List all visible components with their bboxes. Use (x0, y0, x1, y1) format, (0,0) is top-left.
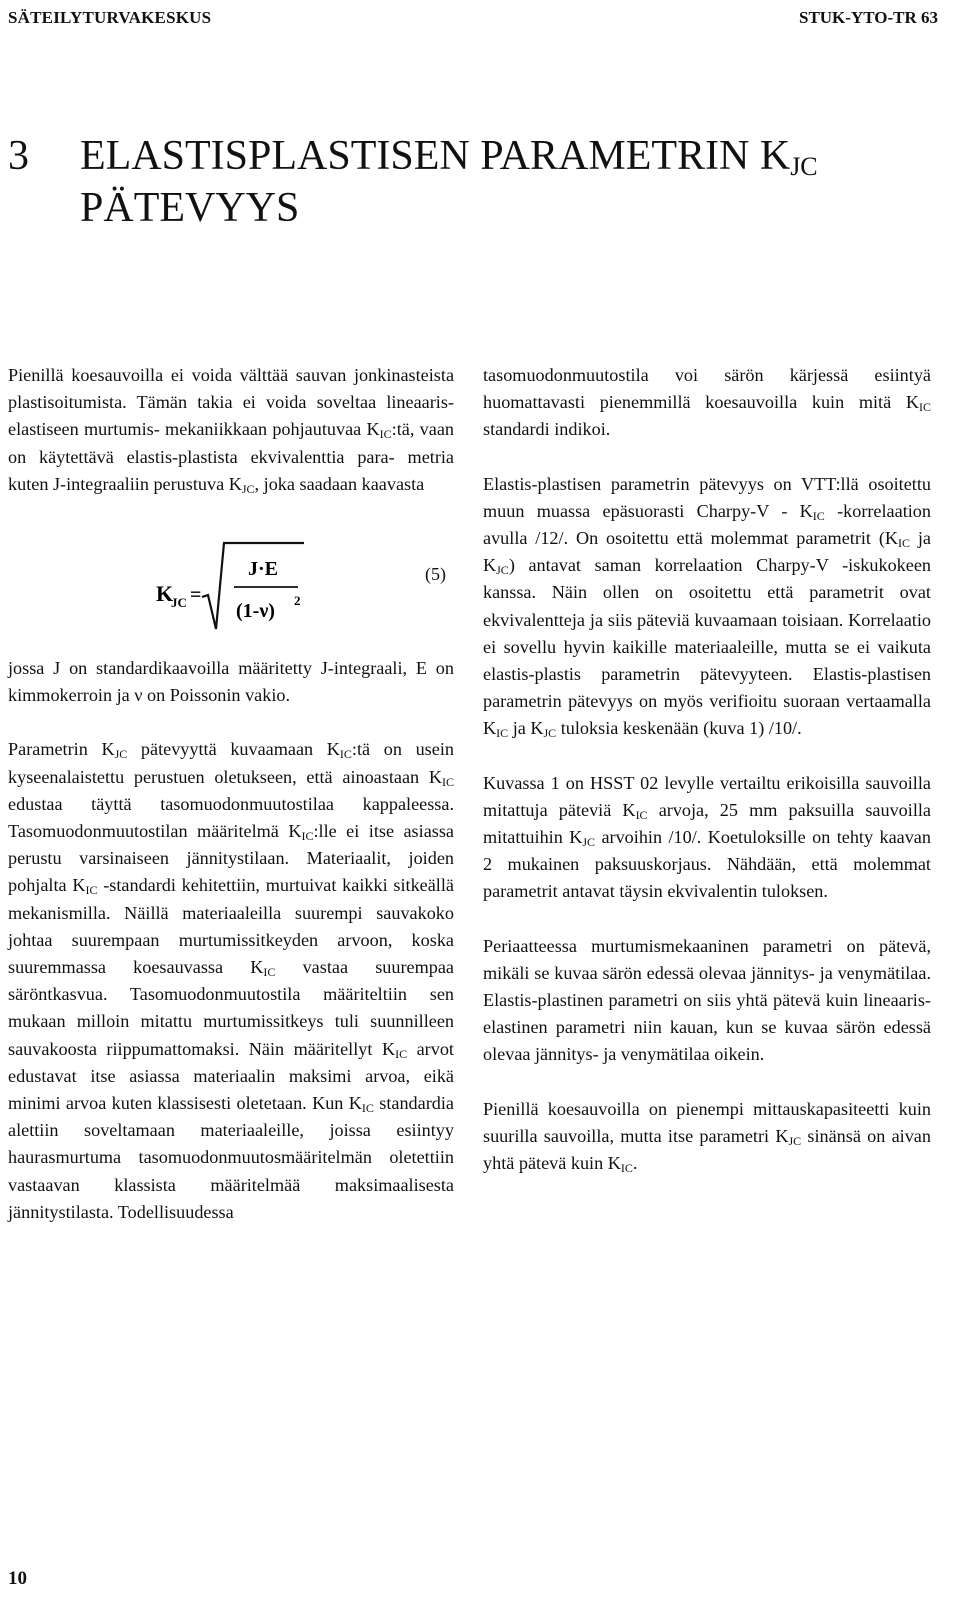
formula-graphic (8, 525, 454, 649)
paragraph-continuation: tasomuodonmuutostila voi särön kärjessä esiintyä huomattavasti pienemmillä koesauvoilla kuin mitä $K_{IC}$ standardi indikoi. (483, 365, 931, 440)
formula-exponent: 2 (294, 593, 301, 609)
paragraph-figure-reference: Kuvassa 1 on HSST 02 levylle vertailtu erikoisilla sauvoilla mitattuja päteviä $K_{IC}$ arvoja, 25 mm paksuilla sauvoilla mitattuihin $K_{JC}$ arvoihin /10/. Koetuloksille on tehty kaavan 2 mukainen paksuuskorjaus. Nähdään, että molemmat parametrit antavat täysin ekvivalentin tuloksen. (483, 772, 932, 902)
formula-lhs: K (156, 581, 174, 607)
paragraph-definitions: jossa J on standardikaavoilla määritetty J-integraali, E on kimmokerroin ja ν on Poissonin vakio. (8, 658, 454, 706)
formula-denominator: (1-ν) (236, 600, 275, 623)
formula-equals: = (190, 584, 202, 607)
paragraph-validity: Parametrin $K_{JC}$ pätevyyttä kuvaamaan $K_{IC}:tä$ on usein kyseenalaistettu perustuen oletukseen, että ainoastaan $K_{IC}$ edustaa täyttä tasomuodonmuutostilaa kappaleessa. Tasomuodonmuutostilan määritelmä $K_{IC}:lle$ ei itse asiassa perustu varsinaiseen jännitystilaan. Materiaalit, joiden pohjalta $K_{IC}$ -standardi kehitettiin, murtuivat kaikki sitkeällä mekanismilla. Näillä materiaaleilla suurempi sauvakoko johtaa suurempaan murtumissitkeyden arvoon, koska suuremmassa koesauvassa $K_{IC}$ vastaa suurempaa säröntkasvua. Tasomuodonmuutostila määriteltiin sen mukaan milloin mitattu murtumissitkeys tuli suunnilleen sauvakoosta riippumattomaksi. Näin määritellyt $K_{IC}$ arvot edustavat itse asiassa materiaalin maksimi arvoa, eikä minimi arvoa kuten klassisesti oletetaan. Kun $K_{IC}$ standardia alettiin soveltamaan materiaaleille, joissa esiintyy haurasmurtuma tasomuodonmuutosmääritelmän oletettiin vastaavan klassista määritelmää maksimaalisesta jännitystilasta. Todellisuudessa (8, 739, 454, 1222)
section-title-subscript: JC (790, 152, 818, 181)
paragraph-principle: Periaatteessa murtumismekaaninen parametri on pätevä, mikäli se kuvaa särön edessä olevaa jännitys- ja venymätilaa. Elastis-plastinen parametri on siis yhtä pätevä kuin lineaaris-elastinen parametri niin kauan, kun se kuvaa särön edessä olevaa jännitys- ja venymätilaa oikein. (483, 935, 931, 1065)
header-organization: SÄTEILYTURVAKESKUS (8, 8, 212, 27)
formula-numerator: J·E (248, 558, 279, 581)
left-column (8, 362, 454, 1226)
section-title-line2: PÄTEVYYS (80, 185, 300, 231)
formula-lhs-subscript: JC (171, 595, 187, 611)
formula-kjc (8, 525, 454, 649)
paragraph-intro: Pienillä koesauvoilla ei voida välttää sauvan jonkinasteista plastisoitumista. Tämän takia ei voida soveltaa lineaaris-elastiseen murtumis- mekaniikkaan pohjautuvaa $K_{IC}:tä$, vaan on käytettävä elastis-plastista ekvivalenttia para- metria kuten J-integraaliin perustuva $K_{JC}$, joka saadaan kaavasta (8, 365, 455, 496)
paragraph-vtt-verification: Elastis-plastisen parametrin pätevyys on VTT:llä osoitettu muun muassa epäsuorasti Charpy-V - $K_{IC}$ -korrelaation avulla /12/. On osoitettu että molemmat parametrit ($K_{IC}$ ja $K_{JC}$) antavat saman korrelaation Charpy-V -iskukokeen kanssa. Näin ollen on osoitettu että parametrit ovat ekvivalentteja ja siis päteviä kuvaamaan toisiaan. Korrelaatio ei sovellu hyvin kaikille materiaaleille, mutta se ei vaikuta elastis-plastis parametrin pätevyyteen. Elastis-plastisen parametrin pätevyys on myös verifioitu suoraan vertaamalla $K_{IC}$ ja $K_{JC}$ tuloksia keskenään (kuva 1) /10/. (483, 473, 931, 741)
section-title-line1: ELASTISPLASTISEN PARAMETRIN K (80, 133, 791, 179)
equation-number: (5) (425, 564, 446, 585)
page-number: 10 (8, 1568, 27, 1589)
paragraph-small-specimens: Pienillä koesauvoilla on pienempi mittauskapasiteetti kuin suurilla sauvoilla, mutta itse parametri $K_{JC}$ sinänsä on aivan yhtä pätevä kuin $K_{IC}$. (483, 1098, 931, 1176)
header-report-id: STUK-YTO-TR 63 (798, 8, 938, 27)
section-number: 3 (8, 133, 29, 179)
section-title (8, 130, 908, 234)
right-column (483, 362, 931, 1177)
